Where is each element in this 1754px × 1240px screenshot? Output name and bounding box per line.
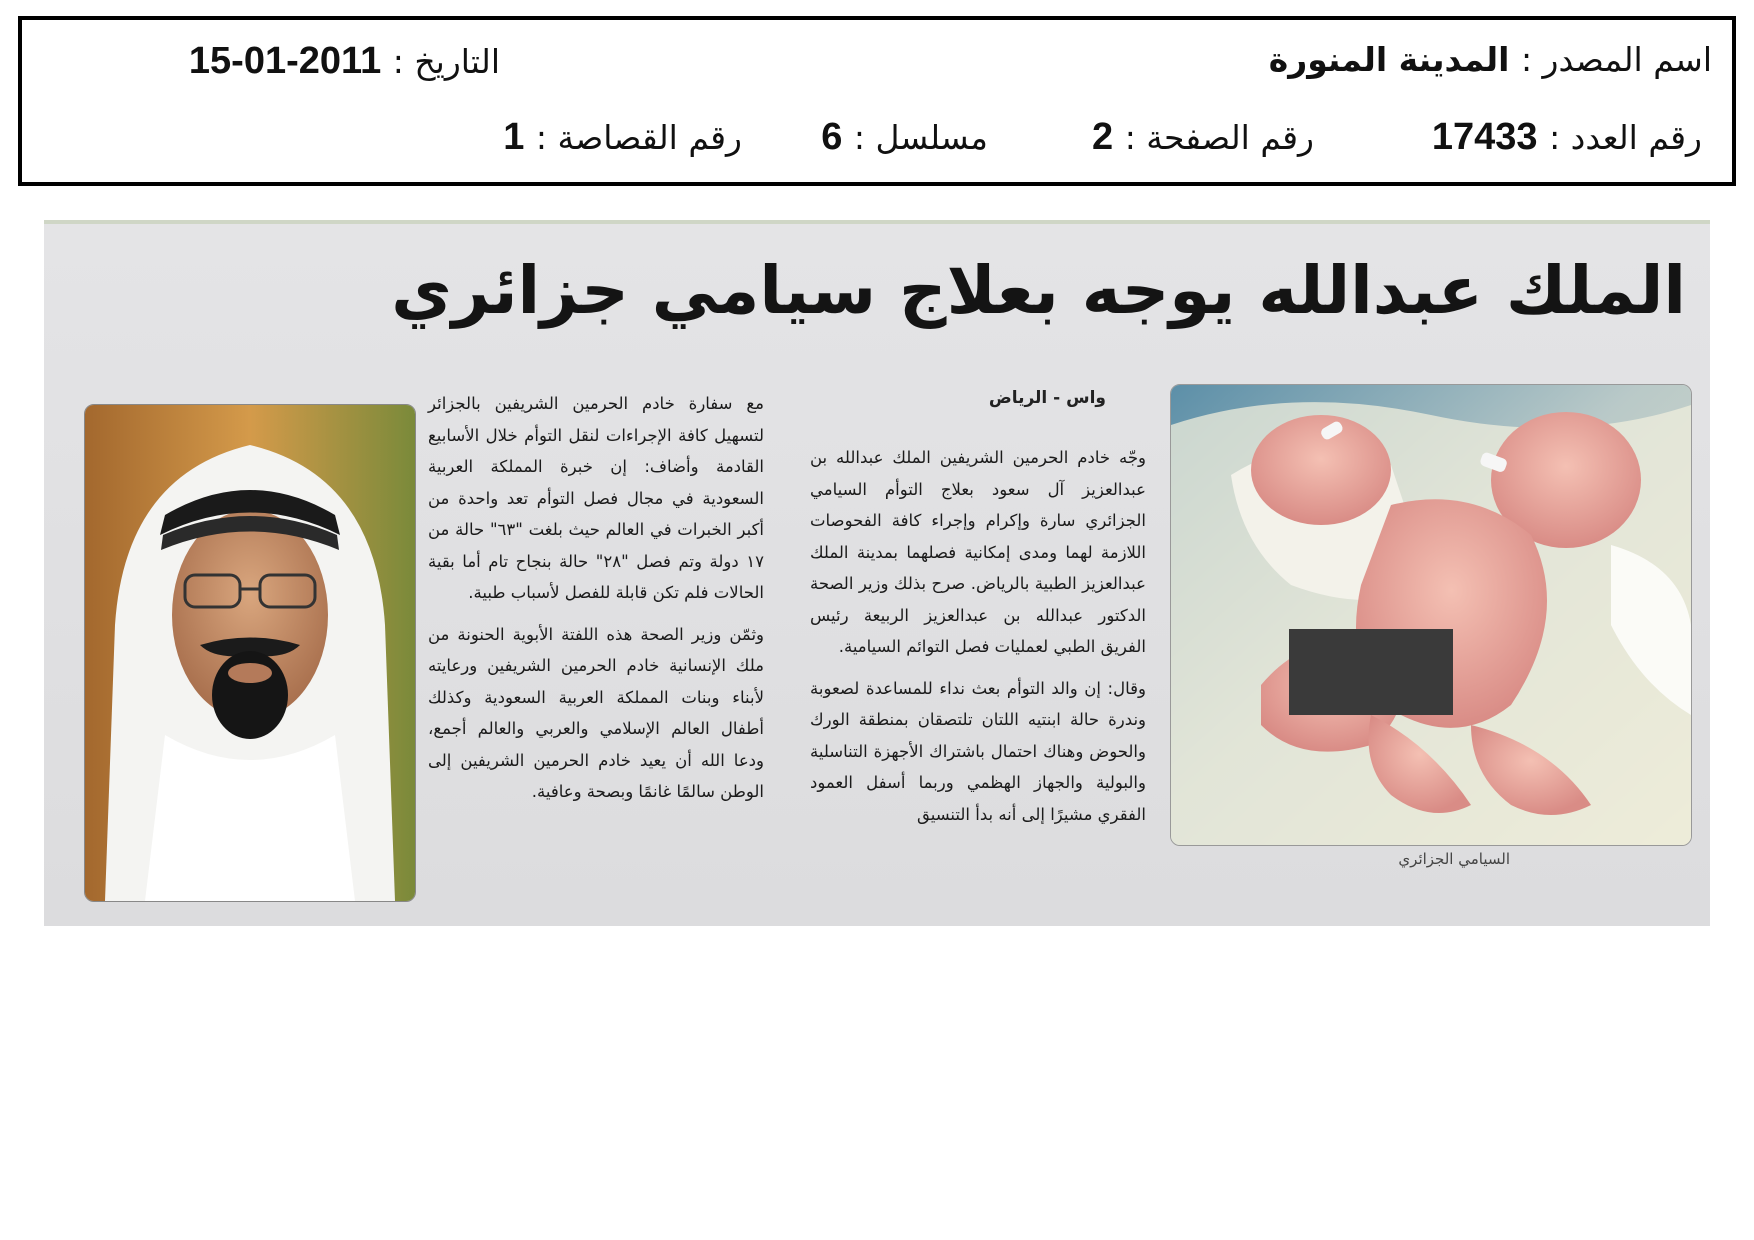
source-value: المدينة المنورة [1268, 40, 1510, 79]
issue-value: 17433 [1431, 116, 1538, 158]
paragraph: وجّه خادم الحرمين الشريفين الملك عبدالله بن عبدالعزيز آل سعود بعلاج التوأم السيامي الجزائري سارة وإكرام وإجراء كافة الفحوصات اللازمة لهما ومدى إمكانية فصلهما بمدينة الملك عبدالعزيز الطبية بالرياض. صرح بذلك وزير الصحة الدكتور عبدالله بن عبدالعزيز الربيعة رئيس الفريق الطبي لعمليات فصل التوائم السيامية. [810, 448, 1146, 656]
portrait-photo [84, 404, 416, 902]
clipping-edge [44, 220, 1710, 224]
source-label: اسم المصدر : [1520, 40, 1712, 79]
serial-label: مسلسل : [853, 118, 988, 157]
issue-field [1432, 116, 1702, 159]
twins-photo-image [1171, 385, 1691, 845]
censor-block [1289, 629, 1453, 715]
portrait-image [85, 405, 415, 901]
source-field [1269, 40, 1712, 79]
clip-value: 1 [503, 116, 525, 158]
photo-caption: السيامي الجزائري [1398, 850, 1510, 868]
article-column-2 [428, 388, 764, 818]
paragraph: وقال: إن والد التوأم بعث نداء للمساعدة لصعوبة وندرة حالة ابنتيه اللتان تلتصقان بمنطقة الورك والحوض وهناك احتمال باشتراك الأجهزة التناسلية والبولية والجهاز الهظمي وربما أسفل العمود الفقري مشيرًا إلى أنه بدأ التنسيق [810, 678, 1146, 824]
page-label: رقم الصفحة : [1124, 118, 1314, 157]
clip-label: رقم القصاصة : [535, 118, 742, 157]
issue-label: رقم العدد : [1549, 118, 1702, 157]
newspaper-clipping [44, 220, 1710, 926]
date-label: التاريخ : [392, 42, 500, 81]
byline: واس - الرياض [988, 388, 1106, 408]
date-field [189, 40, 500, 83]
paragraph: وثمّن وزير الصحة هذه اللفتة الأبوية الحنونة من ملك الإنسانية خادم الحرمين الشريفين ورعايته لأبناء وبنات المملكة العربية السعودية وكذلك أطفال العالم الإسلامي والعربي والعالم أجمع، ودعا الله أن يعيد خادم الحرمين الشريفين إلى الوطن سالمًا غانمًا وبصحة وعافية. [428, 624, 764, 801]
date-value: 2011-01-15 [188, 40, 382, 82]
article-column-1 [810, 442, 1146, 840]
page-value: 2 [1092, 116, 1114, 158]
article-headline: الملك عبدالله يوجه بعلاج سيامي جزائري [391, 252, 1686, 329]
paragraph: مع سفارة خادم الحرمين الشريفين بالجزائر لتسهيل كافة الإجراءات لنقل التوأم خلال الأسابيع القادمة وأضاف: إن خبرة المملكة العربية السعودية في مجال فصل التوأم تعد واحدة من أكبر الخبرات في العالم حيث بلغت "٦٣" حالة من ١٧ دولة وتم فصل "٢٨" حالة بنجاح تام أما بقية الحالات فلم تكن قابلة للفصل لأسباب طبية. [428, 394, 765, 602]
clip-field [503, 116, 742, 159]
serial-field [821, 116, 988, 159]
metadata-header [18, 16, 1736, 186]
page-field [1092, 116, 1314, 159]
twins-photo [1170, 384, 1692, 846]
serial-value: 6 [821, 116, 843, 158]
